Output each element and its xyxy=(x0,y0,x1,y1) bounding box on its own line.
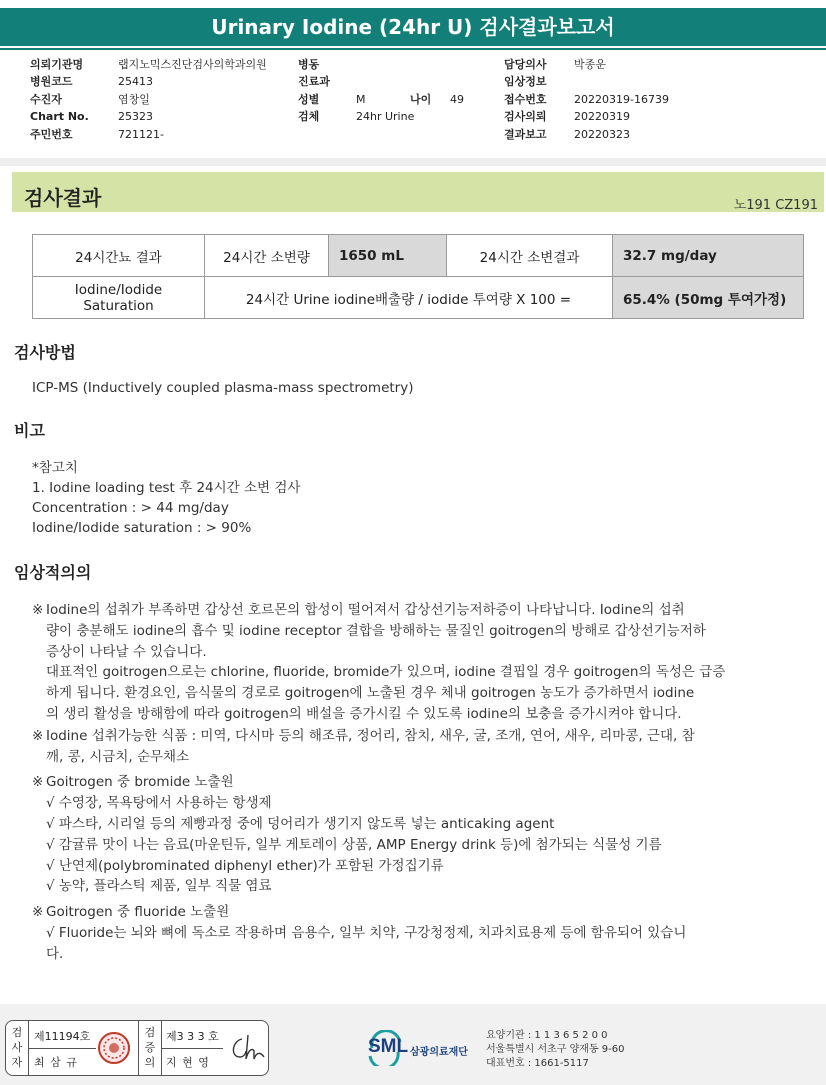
clinical-title: 임상적의의 xyxy=(14,563,92,582)
note-mark: ※ xyxy=(32,602,44,618)
info-label: 검사의뢰 xyxy=(504,110,547,124)
list-item: √ Fluoride는 뇌와 뼈에 독소로 작용하며 음용수, 일부 치약, 구강청정제, 치과치료용제 등에 함유되어 있습니 xyxy=(46,924,687,941)
label-char: 자 xyxy=(11,1056,23,1069)
remarks-title: 비고 xyxy=(14,421,45,440)
list-item: √ 파스타, 시리얼 등의 제빵과정 중에 덩어리가 생기지 않도록 넣는 anticaking agent xyxy=(46,815,555,832)
reviewer-label xyxy=(141,1025,159,1070)
clinical-line: 량이 충분해도 iodine의 흡수 및 iodine receptor 결합을 방해하는 물질인 goitrogen의 방해로 갑상선기능저하 xyxy=(46,622,706,639)
table-cell: 24시간뇨 결과 xyxy=(33,235,205,277)
reviewer-name: 지 현 영 xyxy=(166,1056,210,1069)
note-mark: ※ xyxy=(32,727,44,744)
remarks-line: Iodine/Iodide saturation : > 90% xyxy=(32,520,252,536)
report-title: Urinary Iodine (24hr U) 검사결과보고서 xyxy=(0,8,826,46)
patient-info-col1 xyxy=(30,56,267,143)
info-label: 의뢰기관명 xyxy=(30,58,84,71)
info-label: 주민번호 xyxy=(30,127,73,141)
info-value: 25323 xyxy=(118,110,153,124)
table-row xyxy=(33,277,804,319)
signature-icon xyxy=(228,1033,266,1066)
clinical-paragraph xyxy=(32,772,792,897)
clinical-line: 증상이 나타날 수 있습니다. xyxy=(46,643,207,660)
org-info-line: 서울특별시 서초구 양재동 9-60 xyxy=(486,1044,625,1055)
org-info xyxy=(486,1029,625,1071)
result-table xyxy=(32,234,804,319)
inspector-license: 제11194호 xyxy=(34,1030,91,1043)
info-label: 검체 xyxy=(298,110,320,124)
info-value: 박종운 xyxy=(574,58,606,71)
saturation-value: 65.4% (50mg 투여가정) xyxy=(613,277,804,319)
inspector-label xyxy=(8,1025,26,1070)
info-label: 나이 xyxy=(410,92,432,106)
method-title: 검사방법 xyxy=(14,343,76,362)
note-mark: ※ xyxy=(32,774,44,791)
clinical-paragraph xyxy=(32,600,792,725)
title-underline xyxy=(0,48,826,50)
list-item: √ 난연제(polybrominated diphenyl ether)가 포함된 가정집기류 xyxy=(46,857,444,874)
remarks-line: Concentration : > 44 mg/day xyxy=(32,500,229,516)
info-value: M xyxy=(356,92,366,106)
info-label: 접수번호 xyxy=(504,92,547,106)
label-char: 증 xyxy=(144,1041,156,1054)
table-cell: Iodine/Iodide Saturation xyxy=(33,277,205,319)
clinical-line: 의 생리 활성을 방해함에 따라 goitrogen의 배설을 증가시킬 수 있도록 iodine의 보충을 증가시켜야 합니다. xyxy=(46,705,682,722)
clinical-line: 하게 됩니다. 환경요인, 음식물의 경로로 goitrogen에 노출된 경우 체내 goitrogen 농도가 증가하면서 iodine xyxy=(46,685,695,702)
patient-info-col2 xyxy=(298,56,464,126)
clinical-paragraph xyxy=(32,902,792,964)
label-char: 사 xyxy=(11,1041,23,1054)
info-value: 20220319-16739 xyxy=(574,92,669,106)
clinical-line: Iodine의 섭취가 부족하면 갑상선 호르몬의 합성이 떨어져서 갑상선기능저하증이 나타납니다. Iodine의 섭취 xyxy=(46,602,685,618)
table-cell: 24시간 소변결과 xyxy=(447,235,613,277)
org-logo xyxy=(366,1030,482,1070)
info-label: 결과보고 xyxy=(504,127,547,141)
info-value: 20220319 xyxy=(574,110,630,124)
info-label: 담당의사 xyxy=(504,58,547,71)
list-item: √ 수영장, 목욕탕에서 사용하는 항생제 xyxy=(46,795,272,812)
info-value: 20220323 xyxy=(574,127,630,141)
clinical-line: Goitrogen 중 fluoride 노출원 xyxy=(46,904,230,921)
info-label: 병원코드 xyxy=(30,75,73,89)
info-value: 721121- xyxy=(118,127,164,141)
info-label: 임상정보 xyxy=(504,75,547,89)
info-label: 진료과 xyxy=(298,75,330,89)
test-code: 노191 CZ191 xyxy=(733,198,818,213)
seal-icon xyxy=(97,1031,131,1068)
org-logo-text: SML xyxy=(368,1036,409,1057)
urine-iodine-value: 32.7 mg/day xyxy=(613,235,804,277)
remarks-block xyxy=(32,458,300,538)
info-value: 염창일 xyxy=(118,92,150,106)
remarks-line: 1. Iodine loading test 후 24시간 소변 검사 xyxy=(32,480,301,496)
clinical-text xyxy=(32,600,792,966)
org-name: 삼광의료재단 xyxy=(410,1047,468,1058)
cell-divider xyxy=(138,1021,139,1075)
org-info-line: 요양기관 : 1 1 3 6 5 2 0 0 xyxy=(486,1030,608,1041)
clinical-line: 대표적인 goitrogen으로는 chlorine, fluoride, bromide가 있으며, iodine 결핍일 경우 goitrogen의 독성은 급증 xyxy=(46,664,726,681)
table-row xyxy=(33,235,804,277)
patient-info-col3 xyxy=(504,56,669,143)
clinical-line: 깨, 콩, 시금치, 순무채소 xyxy=(46,748,190,765)
table-cell: 24시간 소변량 xyxy=(205,235,329,277)
info-label: Chart No. xyxy=(30,110,89,124)
cell-divider xyxy=(161,1048,223,1049)
info-label: 성별 xyxy=(298,92,320,106)
label-char: 의 xyxy=(144,1056,156,1069)
table-cell: 24시간 Urine iodine배출량 / iodide 투여량 X 100 = xyxy=(205,277,613,319)
info-value: 25413 xyxy=(118,75,153,89)
note-mark: ※ xyxy=(32,904,44,921)
list-item: √ 농약, 플라스틱 제품, 일부 직물 염료 xyxy=(46,878,272,895)
label-char: 검 xyxy=(144,1026,156,1039)
label-char: 검 xyxy=(11,1026,23,1039)
list-item: √ 감귤류 맛이 나는 음료(마운틴듀, 일부 게토레이 상품, AMP Energy drink 등)에 첨가되는 식물성 기름 xyxy=(46,836,662,853)
clinical-line: Goitrogen 중 bromide 노출원 xyxy=(46,774,234,791)
result-section-title: 검사결과 xyxy=(24,186,102,210)
result-section-header xyxy=(12,172,824,212)
list-item: 다. xyxy=(46,945,64,962)
info-label: 병동 xyxy=(298,58,320,71)
inspector-name: 최 삼 규 xyxy=(34,1056,78,1069)
reviewer-license: 제3 3 3 호 xyxy=(166,1030,219,1043)
info-value: 랩지노믹스진단검사의학과의원 xyxy=(118,58,267,71)
method-text: ICP-MS (Inductively coupled plasma-mass spectrometry) xyxy=(32,380,414,396)
urine-volume-value: 1650 mL xyxy=(329,235,447,277)
section-divider xyxy=(0,158,826,166)
clinical-line: Iodine 섭취가능한 식품 : 미역, 다시마 등의 해조류, 정어리, 참치, 새우, 굴, 조개, 연어, 새우, 리마콩, 근대, 참 xyxy=(46,727,695,744)
info-label: 수진자 xyxy=(30,92,62,106)
signature-box xyxy=(5,1020,269,1076)
clinical-paragraph xyxy=(32,726,792,768)
cell-divider xyxy=(28,1048,96,1049)
org-info-line: 대표번호 : 1661-5117 xyxy=(486,1058,589,1069)
info-value: 24hr Urine xyxy=(356,110,415,124)
info-value: 49 xyxy=(450,92,464,106)
remarks-line: *참고치 xyxy=(32,460,78,476)
